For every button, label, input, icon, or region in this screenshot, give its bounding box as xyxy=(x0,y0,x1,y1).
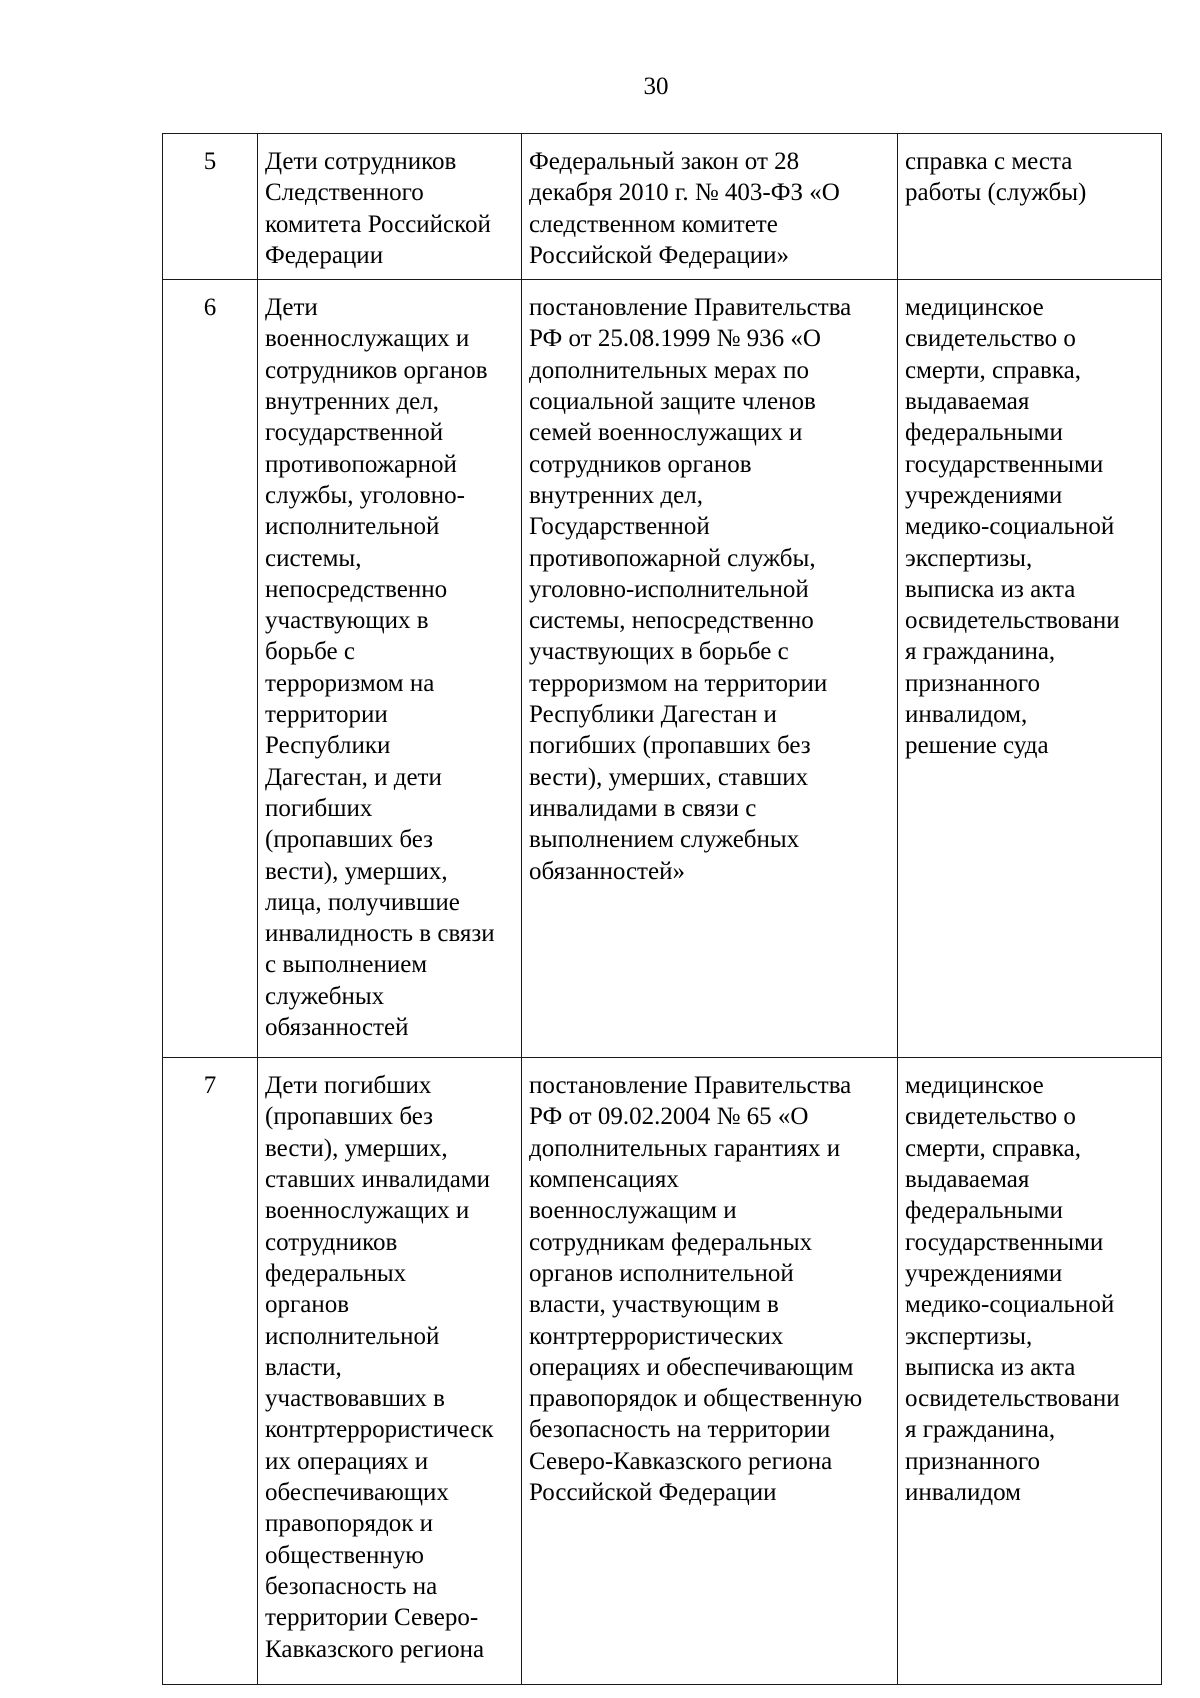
category-cell: Дети погибших (пропавших без вести), умерших, ставших инвалидами военнослужащих и сотрудников федеральных органов исполнительной власти, участвовавших в контртеррористическ их операциях и обеспечивающих правопорядок и общественную безопасность на территории Северо- Кавказского региона xyxy=(258,1058,522,1685)
row-number: 6 xyxy=(163,280,258,1058)
table-row xyxy=(163,1058,1162,1685)
category-cell: Дети сотрудников Следственного комитета Российской Федерации xyxy=(258,134,522,280)
row-number: 7 xyxy=(163,1058,258,1685)
page-number: 30 xyxy=(643,73,669,100)
table-row xyxy=(163,134,1162,280)
legal-basis-cell: постановление Правительства РФ от 09.02.2004 № 65 «О дополнительных гарантиях и компенсациях военнослужащим и сотрудникам федеральных органов исполнительной власти, участвующим в контртеррористических операциях и обеспечивающим правопорядок и общественную безопасность на территории Северо-Кавказского региона Российской Федерации xyxy=(522,1058,898,1685)
benefits-table xyxy=(162,133,1162,1685)
required-document-cell: справка с места работы (службы) xyxy=(898,134,1162,280)
row-number: 5 xyxy=(163,134,258,280)
required-document-cell: медицинское свидетельство о смерти, справка, выдаваемая федеральными государственными учреждениями медико-социальной экспертизы, выписка из акта освидетельствовани я гражданина, признанного инвалидом, решение суда xyxy=(898,280,1162,1058)
legal-basis-cell: Федеральный закон от 28 декабря 2010 г. № 403-ФЗ «О следственном комитете Российской Федерации» xyxy=(522,134,898,280)
category-cell: Дети военнослужащих и сотрудников органов внутренних дел, государственной противопожарной службы, уголовно- исполнительной системы, непосредственно участвующих в борьбе с терроризмом на территории Республики Дагестан, и дети погибших (пропавших без вести), умерших, лица, получившие инвалидность в связи с выполнением служебных обязанностей xyxy=(258,280,522,1058)
legal-basis-cell: постановление Правительства РФ от 25.08.1999 № 936 «О дополнительных мерах по социальной защите членов семей военнослужащих и сотрудников органов внутренних дел, Государственной противопожарной службы, уголовно-исполнительной системы, непосредственно участвующих в борьбе с терроризмом на территории Республики Дагестан и погибших (пропавших без вести), умерших, ставших инвалидами в связи с выполнением служебных обязанностей» xyxy=(522,280,898,1058)
required-document-cell: медицинское свидетельство о смерти, справка, выдаваемая федеральными государственными учреждениями медико-социальной экспертизы, выписка из акта освидетельствовани я гражданина, признанного инвалидом xyxy=(898,1058,1162,1685)
table-row xyxy=(163,280,1162,1058)
